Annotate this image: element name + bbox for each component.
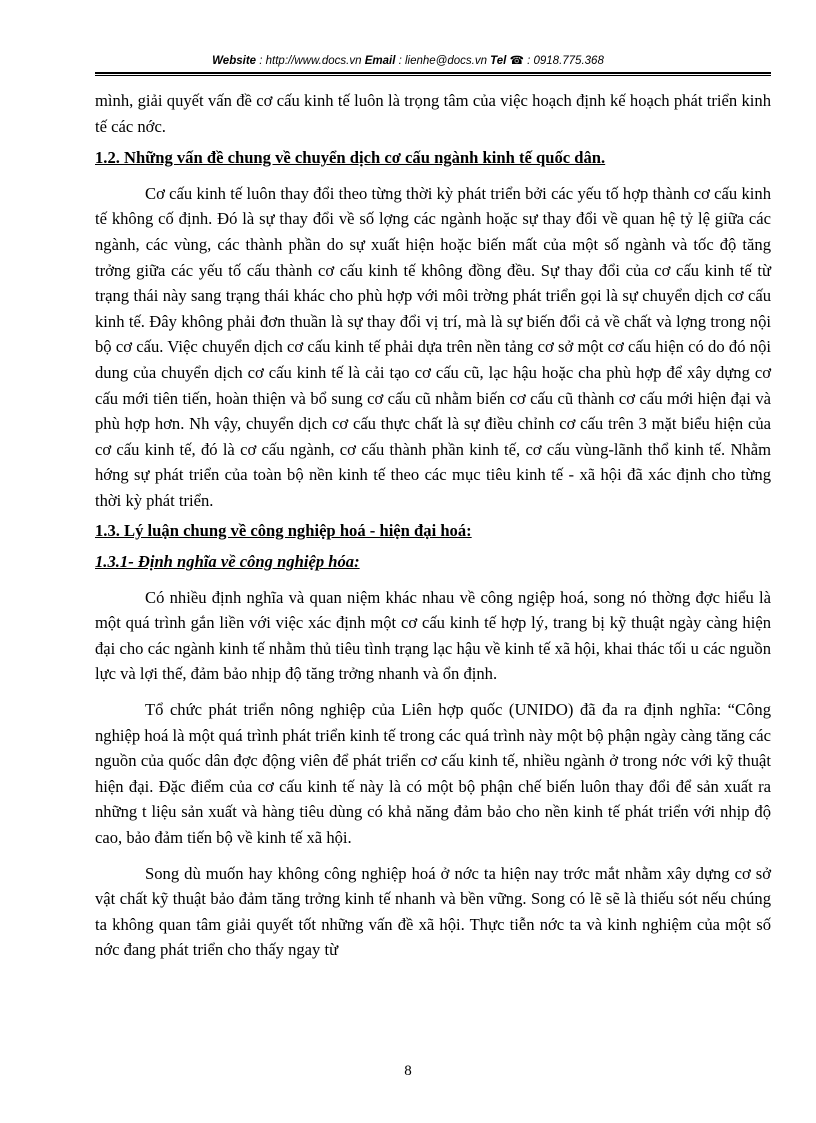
intro-paragraph: mình, giải quyết vấn đề cơ cấu kinh tế luôn là trọng tâm của việc hoạch định kế hoạch phát triển kinh tế các nớc. [95,91,771,136]
page-number: 8 [404,1063,412,1079]
document-body [95,88,771,963]
definition-paragraph-2: Tổ chức phát triển nông nghiệp của Liên hợp quốc (UNIDO) đã đa ra định nghĩa: “Công nghiệp hoá là một quá trình phát triển kinh tế trong các quá trình này một bộ phận ngày càng tăng các nguồn của quốc dân đợc động viên để phát triển cơ cấu kinh tế, nhiều ngành ở trong nớc với kỹ thuật hiện đại. Đặc điểm của cơ cấu kinh tế này là có một bộ phận chế biến luôn thay đổi để sản xuất ra những t liệu sản xuất và hàng tiêu dùng có khả năng đảm bảo cho nền kinh tế phát triển với nhịp độ cao, bảo đảm tiến bộ về kinh tế xã hội. [95,700,771,848]
header-divider [95,72,771,74]
paragraph-1-2: Cơ cấu kinh tế luôn thay đổi theo từng thời kỳ phát triển bởi các yếu tố hợp thành cơ cấu kinh tế không cố định. Đó là sự thay đổi về số lợng các ngành hoặc sự thay đổi về quan hệ tỷ lệ giữa các ngành, các vùng, các thành phần do sự xuất hiện hoặc biến mất của một số ngành và tốc độ tăng trởng giữa các yếu tố cấu thành cơ cấu kinh tế không đồng đều. Sự thay đổi của cơ cấu kinh tế từ trạng thái này sang trạng thái khác cho phù hợp với môi trờng phát triển gọi là sự chuyển dịch cơ cấu kinh tế. Đây không phải đơn thuần là sự thay đổi vị trí, mà là sự biến đổi cả về chất và lợng trong nội bộ cơ cấu. Việc chuyển dịch cơ cấu kinh tế phải dựa trên nền tảng cơ sở một cơ cấu hiện có do đó nội dung của chuyển dịch cơ cấu kinh tế là cải tạo cơ cấu cũ, lạc hậu hoặc cha phù hợp để xây dựng cơ cấu mới tiên tiến, hoàn thiện và bổ sung cơ cấu cũ nhằm biến cơ cấu cũ thành cơ cấu mới hiện đại và phù hợp hơn. Nh vậy, chuyển dịch cơ cấu thực chất là sự điều chỉnh cơ cấu trên 3 mặt biểu hiện của cơ cấu kinh tế, đó là cơ cấu ngành, cơ cấu thành phần kinh tế, cơ cấu vùng-lãnh thổ kinh tế. Nhằm hớng sự phát triển của toàn bộ nền kinh tế theo các mục tiêu kinh tế - xã hội đã xác định cho từng thời kỳ phát triển. [95,183,771,510]
definition-paragraph-1: Có nhiều định nghĩa và quan niệm khác nhau về công ngiệp hoá, song nó thờng đợc hiểu là một quá trình gắn liền với việc xác định một cơ cấu kinh tế hợp lý, trang bị kỹ thuật ngày càng hiện đại cho các ngành kinh tế nhằm thủ tiêu tình trạng lạc hậu về kinh tế xã hội, khai thác tối u các nguồn lực và lợi thế, đảm bảo nhịp độ tăng trởng nhanh và ổn định. [95,587,771,684]
header-divider-thin [95,75,771,76]
tel-label: Tel [490,55,507,67]
phone-icon: ☎ [509,55,524,67]
definition-paragraph-3: Song dù muốn hay không công nghiệp hoá ở nớc ta hiện nay trớc mắt nhằm xây dựng cơ sở vật chất kỹ thuật bảo đảm tăng trởng kinh tế nhanh và bền vững. Song có lẽ sẽ là thiếu sót nếu chúng ta không quan tâm giải quyết tốt những vấn đề xã hội. Thực tiễn nớc ta và kinh nghiệm của một số nớc đang phát triển cho thấy ngay từ [95,863,771,960]
section-heading-1-3: 1.3. Lý luận chung về công nghiệp hoá - hiện đại hoá: [95,520,472,540]
website-label: Website [212,55,257,67]
email-value: : lienhe@docs.vn [395,55,491,67]
page-header [0,53,816,67]
website-value: : http://www.docs.vn [256,55,365,67]
email-label: Email [364,55,396,67]
section-heading-1-2: 1.2. Những vấn đề chung về chuyển dịch cơ cấu ngành kinh tế quốc dân. [95,148,606,168]
tel-value: : 0918.775.368 [523,55,604,67]
subsection-heading-1-3-1: 1.3.1- Định nghĩa về công nghiệp hóa: [95,552,360,572]
